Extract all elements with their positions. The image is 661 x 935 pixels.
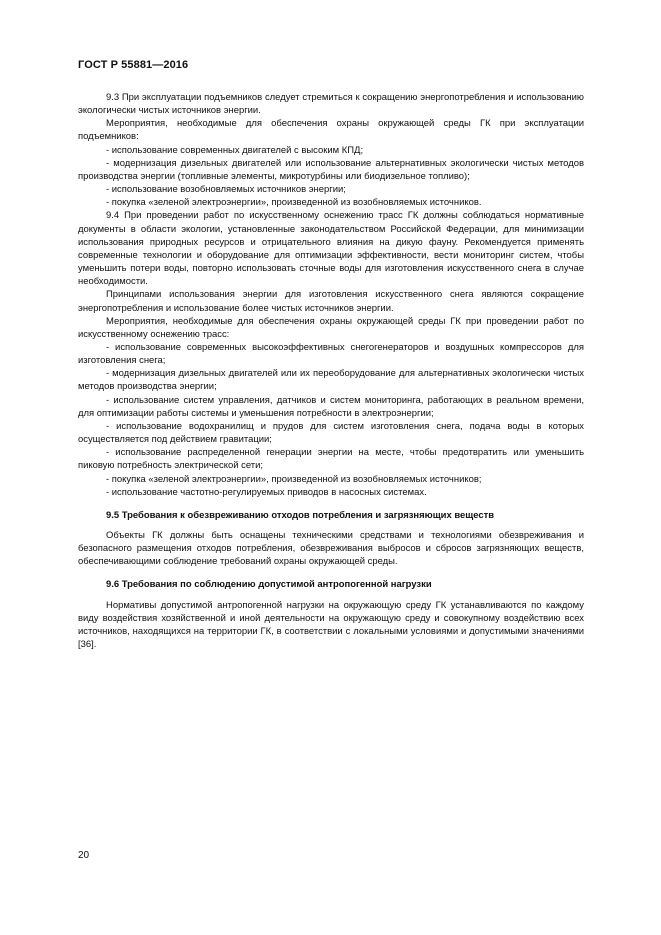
document-header: ГОСТ Р 55881—2016: [78, 59, 189, 71]
list-item: - использование частотно-регулируемых приводов в насосных системах.: [106, 486, 427, 498]
list-item: - использование возобновляемых источников энергии;: [106, 184, 346, 196]
list-item: - модернизация дизельных двигателей или их переоборудование для альтернативных экологически чистых методов производства энергии;: [78, 368, 584, 393]
list-item: - использование современных двигателей с высоким КПД;: [106, 144, 364, 156]
list-item: - модернизация дизельных двигателей или использование альтернативных экологически чистых методов производства энергии (топливные элементы, микротурбины или биодизельное топливо);: [78, 157, 584, 182]
list-item: - использование водохранилищ и прудов для систем изготовления снега, подача воды в которых осуществляется под действием гравитации;: [78, 420, 584, 446]
list-item: - использование систем управления, датчиков и систем мониторинга, работающих в реальном времени, для оптимизации работы системы и уменьшения потребности в электроэнергии;: [78, 394, 584, 419]
section-9-6-text: Нормативы допустимой антропогенной нагрузки на окружающую среду ГК устанавливаются по каждому виду воздействия хозяйственной и иной деятельности на окружающую среду и совокупному воздействию всех источников, находящихся на территории ГК, в соответствии с локальными условиями и допустимыми значениями [36].: [78, 599, 584, 651]
section-9-3-measures-intro: Мероприятия, необходимые для обеспечения охраны окружающей среды ГК при эксплуатации подъемников:: [78, 118, 584, 143]
page-number: 20: [78, 850, 90, 861]
document-body: [78, 91, 584, 651]
section-9-4-principles: Принципами использования энергии для изготовления искусственного снега являются сокращение энергопотребления и использование более чистых источников энергии.: [78, 289, 584, 314]
list-item: - покупка «зеленой электроэнергии», произведенной из возобновляемых источников;: [106, 473, 482, 485]
list-item: - покупка «зеленой электроэнергии», произведенной из возобновляемых источников.: [106, 197, 482, 209]
section-9-3-intro: 9.3 При эксплуатации подъемников следует стремиться к сокращению энергопотребления и использованию экологически чистых источников энергии.: [78, 92, 584, 117]
section-9-4-intro: 9.4 При проведении работ по искусственному оснежению трасс ГК должны соблюдаться нормативные документы в области экологии, установленные законодательством Российской Федерации, для минимизации использования природных ресурсов и отрицательного влияния на дикую фауну. Рекомендуется применять современные технологии и оборудование для оптимизации эффективности, вести мониторинг систем, чтобы уменьшить потери воды, повторно использовать сточные воды для изготовления искусственного снега в случае необходимости.: [78, 210, 584, 288]
list-item: - использование современных высокоэффективных снегогенераторов и воздушных компрессоров для изготовления снега;: [78, 341, 584, 367]
section-9-5-text: Объекты ГК должны быть оснащены техническими средствами и технологиями обезвреживания и безопасного размещения отходов потребления, обезвреживания выбросов и сбросов загрязняющих веществ, обеспечивающими соблюдение требований охраны окружающей среды.: [78, 530, 584, 568]
section-9-6-heading: 9.6 Требования по соблюдению допустимой антропогенной нагрузки: [106, 579, 432, 591]
section-9-5-heading: 9.5 Требования к обезвреживанию отходов потребления и загрязняющих веществ: [106, 509, 495, 521]
section-9-4-measures-intro: Мероприятия, необходимые для обеспечения охраны окружающей среды ГК при проведении работ по искусственному оснежению трасс:: [78, 315, 584, 340]
list-item: - использование распределенной генерации энергии на месте, чтобы предотвратить или уменьшить пиковую потребность электрической сети;: [78, 447, 584, 472]
